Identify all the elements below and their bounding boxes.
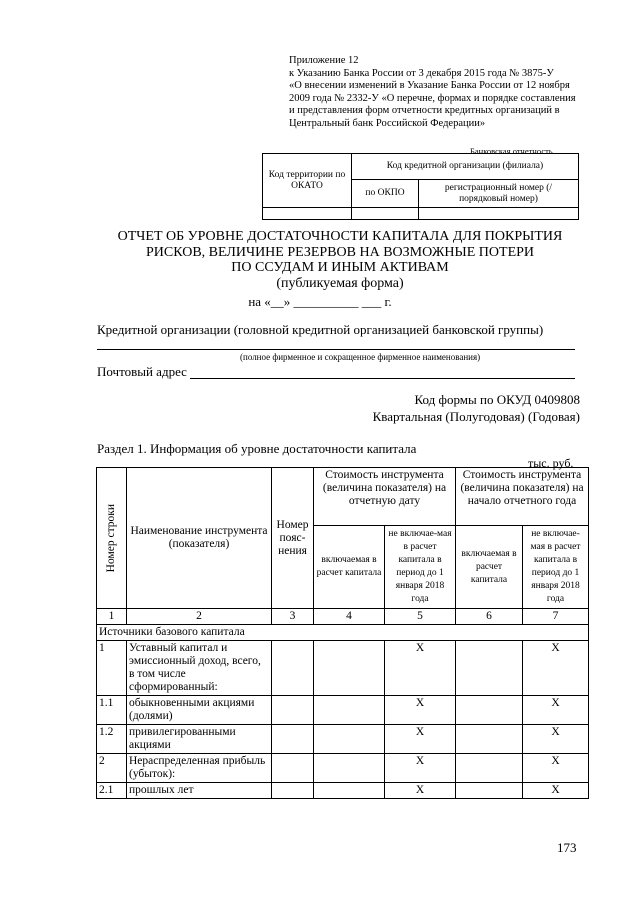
units-label: тыс. руб.: [528, 456, 574, 470]
cell[interactable]: [314, 696, 385, 725]
excluded-header: не включае-мая в расчет капитала в период до 1 января 2018 года: [523, 526, 589, 609]
territory-code-header: Код территории по ОКАТО: [263, 154, 352, 208]
table-row: [97, 725, 589, 754]
included-header: включаемая в расчет капитала: [456, 526, 523, 609]
row-num: 2.1: [97, 783, 127, 799]
table-row: [97, 696, 589, 725]
appendix-line: 2009 года № 2332-У «О перечне, формах и порядке составления: [289, 92, 576, 104]
cell-x: X: [523, 696, 589, 725]
report-title: [80, 229, 600, 291]
appendix-line: и представления форм отчетности кредитных организаций в: [289, 105, 560, 117]
table-row: [97, 783, 589, 799]
row-name: Нераспределенная прибыль (убыток):: [127, 754, 272, 783]
org-label: Кредитной организации (головной кредитной организацией банковской группы): [97, 322, 544, 337]
postal-address-line[interactable]: [190, 378, 575, 379]
okpo-cell[interactable]: [352, 208, 419, 220]
appendix-header: [289, 55, 589, 131]
cell-x: X: [523, 754, 589, 783]
cell[interactable]: [272, 641, 314, 696]
cell[interactable]: [272, 725, 314, 754]
appendix-line: Приложение 12: [289, 55, 359, 66]
page-number: 173: [557, 840, 577, 855]
cell-x: X: [385, 725, 456, 754]
excluded-header: не включае-мая в расчет капитала в период до 1 января 2018 года: [385, 526, 456, 609]
cell[interactable]: [272, 783, 314, 799]
appendix-line: Центральный банк Российской Федерации»: [289, 117, 486, 129]
col-number: 3: [272, 609, 314, 625]
okpo-header: по ОКПО: [352, 180, 419, 208]
reg-number-header: регистрационный номер (/порядковый номер): [419, 180, 579, 208]
table-row: [97, 754, 589, 783]
included-header: включаемая в расчет капитала: [314, 526, 385, 609]
capital-table: [96, 467, 589, 799]
cell[interactable]: [272, 696, 314, 725]
cell-x: X: [385, 754, 456, 783]
report-periodicity: Квартальная (Полугодовая) (Годовая): [372, 409, 580, 424]
cell[interactable]: [314, 783, 385, 799]
cell[interactable]: [272, 754, 314, 783]
title-line: ОТЧЕТ ОБ УРОВНЕ ДОСТАТОЧНОСТИ КАПИТАЛА ДЛЯ ПОКРЫТИЯ: [117, 229, 563, 244]
cell-x: X: [385, 696, 456, 725]
reg-number-cell[interactable]: [419, 208, 579, 220]
appendix-line: к Указанию Банка России от 3 декабря 2015 года № 3875-У: [289, 67, 554, 79]
cell[interactable]: [314, 641, 385, 696]
cost-report-date-header: Стоимость инструмента (величина показателя) на отчетную дату: [314, 468, 456, 526]
cell-x: X: [523, 783, 589, 799]
report-date: на «__» __________ ___ г.: [248, 294, 392, 309]
cell-x: X: [385, 641, 456, 696]
section-title: Раздел 1. Информация об уровне достаточности капитала: [97, 441, 417, 456]
row-num: 1.2: [97, 725, 127, 754]
section-row: Источники базового капитала: [97, 625, 589, 641]
cell[interactable]: [456, 696, 523, 725]
territory-code-cell[interactable]: [263, 208, 352, 220]
cell[interactable]: [314, 725, 385, 754]
reporting-label: Банковская отчетность: [470, 146, 553, 156]
credit-org-code-header: Код кредитной организации (филиала): [352, 154, 579, 180]
title-line: ПО ССУДАМ И ИНЫМ АКТИВАМ: [231, 260, 449, 275]
col-number: 5: [385, 609, 456, 625]
okud-code: Код формы по ОКУД 0409808: [414, 392, 580, 407]
table-row: [97, 641, 589, 696]
cell[interactable]: [456, 641, 523, 696]
name-header: Наименование инструмента (показателя): [127, 468, 272, 609]
cell-x: X: [523, 725, 589, 754]
org-name-line[interactable]: [97, 349, 575, 350]
cell[interactable]: [314, 754, 385, 783]
okud-block: [373, 391, 580, 425]
row-num: 1.1: [97, 696, 127, 725]
codes-table: [262, 153, 579, 220]
col-number: 6: [456, 609, 523, 625]
row-num: 1: [97, 641, 127, 696]
cell[interactable]: [456, 754, 523, 783]
postal-label: Почтовый адрес: [97, 364, 187, 379]
cell-x: X: [385, 783, 456, 799]
title-line: РИСКОВ, ВЕЛИЧИНЕ РЕЗЕРВОВ НА ВОЗМОЖНЫЕ ПОТЕРИ: [145, 244, 535, 260]
row-name: прошлых лет: [127, 783, 272, 799]
row-name: привилегированными акциями: [127, 725, 272, 754]
col-number: 1: [97, 609, 127, 625]
appendix-line: «О внесении изменений в Указание Банка России от 12 ноября: [289, 80, 570, 92]
cell-x: X: [523, 641, 589, 696]
col-number: 4: [314, 609, 385, 625]
row-name: обыкновенными акциями (долями): [127, 696, 272, 725]
cell[interactable]: [456, 783, 523, 799]
title-subtitle: (публикуемая форма): [276, 275, 404, 291]
cost-year-start-header: Стоимость инструмента (величина показателя) на начало отчетного года: [456, 468, 589, 526]
row-num: 2: [97, 754, 127, 783]
col-number: 7: [523, 609, 589, 625]
row-name: Уставный капитал и эмиссионный доход, всего, в том числе сформированный:: [127, 641, 272, 696]
rownum-header-text: Номер строки: [105, 503, 117, 573]
rownum-header: [97, 468, 127, 609]
org-name-note: (полное фирменное и сокращенное фирменное наименования): [240, 352, 481, 362]
note-header: Номер пояс-нения: [272, 468, 314, 609]
cell[interactable]: [456, 725, 523, 754]
col-number: 2: [127, 609, 272, 625]
